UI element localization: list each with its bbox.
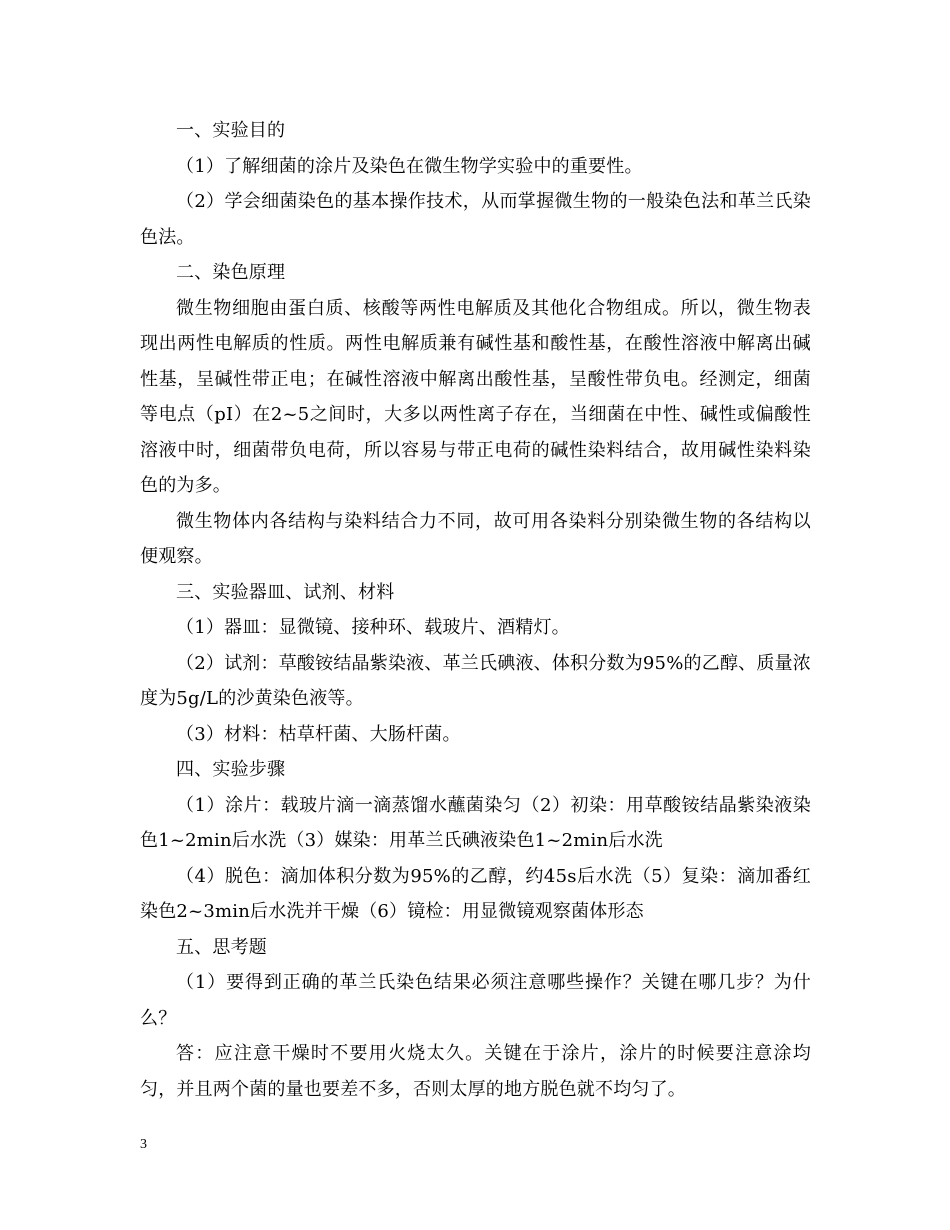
paragraph: （3）材料：枯草杆菌、大肠杆菌。 [176,723,461,745]
paragraph: （1）要得到正确的革兰氏染色结果必须注意哪些操作？关键在哪几步？为什么？ [140,972,811,1029]
paragraph: （2）试剂：草酸铵结晶紫染液、革兰氏碘液、体积分数为95%的乙醇、质量浓度为5g/L的沙黄染色液等。 [140,652,811,709]
paragraph: （4）脱色：滴加体积分数为95%的乙醇，约45s后水洗（5）复染：滴加番红染色2~3min后水洗并干燥（6）镜检：用显微镜观察菌体形态 [140,865,811,922]
section-heading-steps: 四、实验步骤 [176,759,286,780]
section-heading-questions: 五、思考题 [176,936,267,958]
section-heading-purpose: 一、实验目的 [176,120,286,141]
paragraph: （1）器皿：显微镜、接种环、载玻片、酒精灯。 [176,617,570,638]
paragraph: （1）涂片：载玻片滴一滴蒸馏水蘸菌染匀（2）初染：用草酸铵结晶紫染液染色1~2min后水洗（3）媒染：用革兰氏碘液染色1~2min后水洗 [140,794,811,851]
paragraph: 答：应注意干燥时不要用火烧太久。关键在于涂片，涂片的时候要注意涂均匀，并且两个菌的量也要差不多，否则太厚的地方脱色就不均匀了。 [140,1043,811,1100]
paragraph: （1）了解细菌的涂片及染色在微生物学实验中的重要性。 [176,155,643,177]
section-heading-principle: 二、染色原理 [176,262,286,283]
paragraph: 微生物细胞由蛋白质、核酸等两性电解质及其他化合物组成。所以，微生物表现出两性电解质的性质。两性电解质兼有碱性基和酸性基，在酸性溶液中解离出碱性基，呈碱性带正电；在碱性溶液中解离出酸性基，呈酸性带负电。经测定，细菌等电点（pI）在2~5之间时，大多以两性离子存在，当细菌在中性、碱性或偏酸性溶液中时，细菌带负电荷，所以容易与带正电荷的碱性染料结合，故用碱性染料染色的为多。 [140,297,811,496]
page-number: 3 [140,1137,147,1152]
paragraph: 微生物体内各结构与染料结合力不同，故可用各染料分别染微生物的各结构以便观察。 [140,510,811,567]
paragraph: （2）学会细菌染色的基本操作技术，从而掌握微生物的一般染色法和革兰氏染色法。 [140,191,811,248]
document-body [140,113,811,1107]
section-heading-materials: 三、实验器皿、试剂、材料 [176,581,395,603]
